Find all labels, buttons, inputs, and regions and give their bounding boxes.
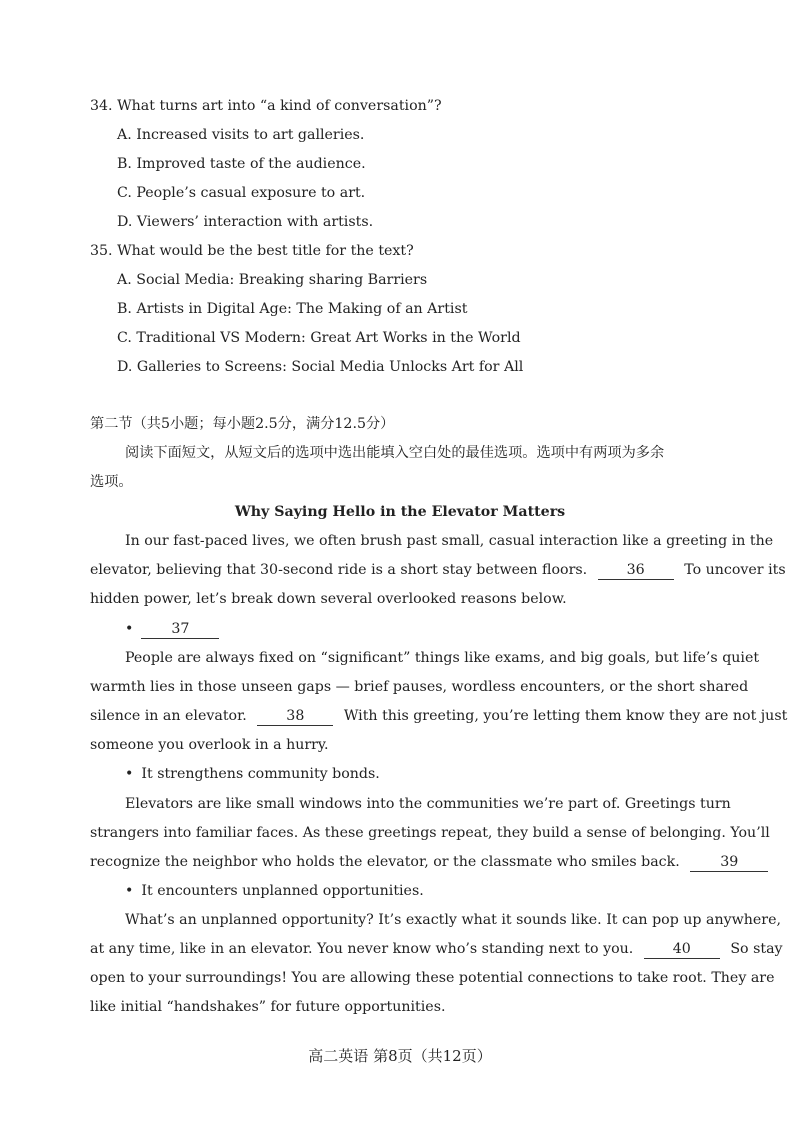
- paragraph-2-line-3: [90, 706, 787, 726]
- paragraph-4-text: at any time, like in an elevator. You never know who’s standing next to you.: [90, 941, 634, 957]
- paragraph-3-text: recognize the neighbor who holds the elevator, or the classmate who smiles back.: [90, 854, 680, 870]
- paragraph-4-text-cont: So stay: [730, 941, 783, 957]
- paragraph-3-line-2: strangers into familiar faces. As these greetings repeat, they build a sense of belonging. You’ll: [90, 825, 770, 841]
- paragraph-4-line-4: like initial “handshakes” for future opportunities.: [90, 999, 446, 1015]
- paragraph-1-text-cont: To uncover its: [684, 562, 786, 578]
- question-34-option-d: D. Viewers’ interaction with artists.: [117, 214, 374, 230]
- question-34-option-b: B. Improved taste of the audience.: [117, 156, 366, 172]
- blank-40[interactable]: 40: [644, 941, 720, 959]
- question-35-option-b: B. Artists in Digital Age: The Making of an Artist: [117, 301, 468, 317]
- question-35-option-a: A. Social Media: Breaking sharing Barriers: [117, 272, 428, 288]
- paragraph-2-line-4: someone you overlook in a hurry.: [90, 737, 329, 753]
- question-35-stem: 35. What would be the best title for the text?: [90, 243, 414, 259]
- paragraph-2-text: silence in an elevator.: [90, 708, 247, 724]
- paragraph-4-line-1: What’s an unplanned opportunity? It’s exactly what it sounds like. It can pop up anywhere,: [125, 912, 781, 928]
- question-35-option-c: C. Traditional VS Modern: Great Art Works in the World: [117, 330, 521, 346]
- bullet-opportunities-text: It encounters unplanned opportunities.: [141, 883, 424, 899]
- paragraph-4-line-2: [90, 939, 783, 959]
- section-heading: 第二节（共5小题；每小题2.5分，满分12.5分）: [90, 416, 395, 432]
- question-34-option-c: C. People’s casual exposure to art.: [117, 185, 366, 201]
- question-34-option-a: A. Increased visits to art galleries.: [117, 127, 365, 143]
- bullet-37-line: [125, 619, 219, 639]
- blank-36[interactable]: 36: [598, 562, 674, 580]
- paragraph-2-line-1: People are always fixed on “significant” things like exams, and big goals, but life’s quiet: [125, 650, 760, 666]
- blank-38[interactable]: 38: [257, 708, 333, 726]
- section-instruction-cont: 选项。: [90, 474, 133, 490]
- paragraph-3-line-1: Elevators are like small windows into the communities we’re part of. Greetings turn: [125, 796, 731, 812]
- section-instruction: 阅读下面短文，从短文后的选项中选出能填入空白处的最佳选项。选项中有两项为多余: [125, 445, 665, 461]
- page-footer: 高二英语 第8页（共12页）: [308, 1047, 492, 1065]
- paragraph-1-line-3: hidden power, let’s break down several overlooked reasons below.: [90, 591, 567, 607]
- question-35-option-d: D. Galleries to Screens: Social Media Unlocks Art for All: [117, 359, 524, 375]
- blank-37[interactable]: 37: [141, 621, 219, 639]
- paragraph-4-line-3: open to your surroundings! You are allowing these potential connections to take root. They are: [90, 970, 775, 986]
- passage-title: Why Saying Hello in the Elevator Matters: [234, 504, 566, 520]
- paragraph-3-line-3: [90, 852, 768, 872]
- question-34-stem: 34. What turns art into “a kind of conversation”?: [90, 98, 442, 114]
- paragraph-2-text-cont: With this greeting, you’re letting them know they are not just: [343, 708, 788, 724]
- bullet-community-bonds-text: It strengthens community bonds.: [141, 766, 380, 782]
- paragraph-1-line-2: [90, 560, 786, 580]
- bullet-dot: •: [125, 621, 134, 637]
- blank-39[interactable]: 39: [690, 854, 768, 872]
- paragraph-1-text: elevator, believing that 30-second ride is a short stay between floors.: [90, 562, 588, 578]
- bullet-dot: •: [125, 883, 134, 899]
- bullet-dot: •: [125, 766, 134, 782]
- paragraph-2-line-2: warmth lies in those unseen gaps — brief pauses, wordless encounters, or the short shared: [90, 679, 749, 695]
- bullet-opportunities: [125, 881, 424, 901]
- bullet-community-bonds: [125, 764, 380, 784]
- paragraph-1-line-1: In our fast-paced lives, we often brush past small, casual interaction like a greeting in the: [125, 533, 774, 549]
